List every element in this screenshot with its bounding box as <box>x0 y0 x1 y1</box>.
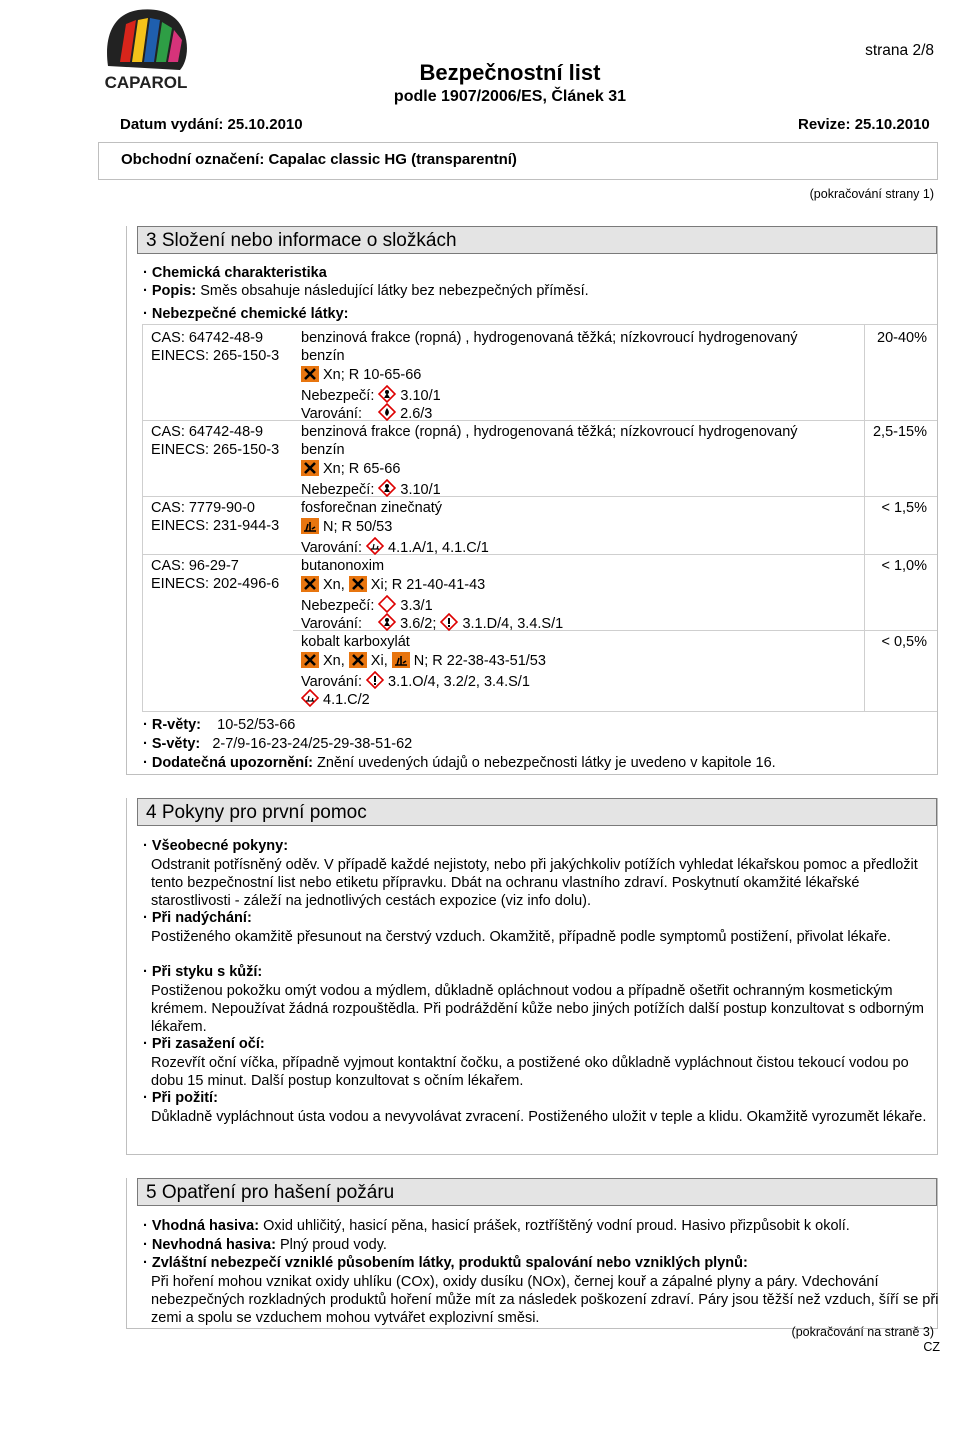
s-phrases-line <box>143 736 412 752</box>
danger-line <box>301 385 441 404</box>
row-divider <box>143 496 937 497</box>
issue-date: Datum vydání: 25.10.2010 <box>120 116 303 133</box>
warning-label: Varování: <box>301 674 362 690</box>
classification-text-c: N; R 22-38-43-51/53 <box>413 653 546 669</box>
cas-number: CAS: 64742-48-9 <box>151 330 264 346</box>
xn-hazard-icon <box>301 366 319 382</box>
xi-hazard-icon <box>349 576 367 592</box>
suitable-media-line <box>143 1218 850 1234</box>
row-divider <box>143 420 937 421</box>
classification <box>301 460 400 477</box>
ghs-health-hazard-icon <box>378 385 396 403</box>
xn-hazard-icon <box>301 652 319 668</box>
warning-line <box>301 537 489 556</box>
einecs-number: EINECS: 265-150-3 <box>151 348 280 364</box>
section-4 <box>126 798 938 1155</box>
unsuitable-media-text: Plný proud vody. <box>279 1237 387 1253</box>
danger-label: Nebezpečí: <box>301 482 375 498</box>
xi-hazard-icon <box>349 652 367 668</box>
s-phrases-label: · S-věty: <box>143 736 201 752</box>
warning-label: Varování: <box>301 540 362 556</box>
concentration: < 1,0% <box>881 558 927 574</box>
ingestion-text: Důkladně vypláchnout ústa vodou a nevyvolávat zvracení. Postiženého uložit v teple a klidu. Okamžitě vyrozumět lékaře. <box>151 1109 927 1125</box>
concentration: < 0,5% <box>881 634 927 650</box>
classification-text-a: Xn, <box>323 577 345 593</box>
suitable-media-text: Oxid uhličitý, hasicí pěna, hasicí prášek, roztříštěný vodní proud. Hasivo přizpůsobit k okolí. <box>263 1218 850 1234</box>
s-phrases-value: 2-7/9-16-23-24/25-29-38-51-62 <box>212 736 413 752</box>
xn-hazard-icon <box>301 576 319 592</box>
danger-line <box>301 479 441 498</box>
substance-name: butanonoxim <box>301 558 385 574</box>
warning-code-a: 3.6/2; <box>400 616 437 632</box>
warning-code: 2.6/3 <box>400 406 433 422</box>
cas-number: CAS: 7779-90-0 <box>151 500 255 516</box>
danger-label: Nebezpečí: <box>301 598 375 614</box>
concentration: 2,5-15% <box>872 424 927 440</box>
classification-text-b: Xi, <box>370 653 388 669</box>
cas-number: CAS: 64742-48-9 <box>151 424 264 440</box>
section-5 <box>126 1178 938 1329</box>
substance-name: fosforečnan zinečnatý <box>301 500 443 516</box>
document-subtitle: podle 1907/2006/ES, Článek 31 <box>393 88 627 105</box>
additional-notes-label: · Dodatečná upozornění: <box>143 755 313 771</box>
section-3-title: 3 Složení nebo informace o složkách <box>137 226 937 254</box>
warning-code: 4.1.A/1, 4.1.C/1 <box>388 540 489 556</box>
unsuitable-media-label: · Nevhodná hasiva: <box>143 1237 276 1253</box>
classification-text: Xn; R 65-66 <box>323 461 401 477</box>
r-phrases-value: 10-52/53-66 <box>217 717 296 733</box>
skin-contact-text: Postiženou pokožku omýt vodou a mýdlem, důkladně opláchnout vodou a případně ošetřit ochranným kosmetickým krémem. Nepoužívat žádná rozpouštědla. Při podráždění kůže nebo jiných potížích další postup konzultovat s odborným lékařem. <box>151 983 924 1035</box>
ghs-environment-icon <box>366 537 384 555</box>
concentration: < 1,5% <box>881 500 927 516</box>
ingestion-label: · Při požití: <box>143 1090 218 1106</box>
revision-date: Revize: 25.10.2010 <box>798 116 930 133</box>
warning-line <box>301 613 563 632</box>
einecs-number: EINECS: 202-496-6 <box>151 576 280 592</box>
special-hazards-text: Při hoření mohou vznikat oxidy uhlíku (COx), oxidy dusíku (NOx), černej kouř a zápalné plyny a páry. Vdechování nebezpečných rozkladných produktů hoření může mít za následek poškození zdraví. Páry jsou těžší než vzduch, šíří se při zemi a spolu se vzduchem mohou vytvářet explozivní směsi. <box>151 1274 939 1326</box>
description-line <box>143 283 589 299</box>
skin-contact-label: · Při styku s kůží: <box>143 964 263 980</box>
danger-code: 3.3/1 <box>400 598 433 614</box>
warning-label: Varování: <box>301 406 362 422</box>
substance-name: benzinová frakce (ropná) , hydrogenovaná těžká; nízkovroucí hydrogenovaný <box>301 330 798 346</box>
n-environment-icon <box>392 652 410 668</box>
classification-text-a: Xn, <box>323 653 345 669</box>
warning-line-cont <box>301 689 370 708</box>
caparol-logo <box>98 4 194 96</box>
classification-text: Xn; R 10-65-66 <box>323 367 422 383</box>
ghs-health-hazard-icon <box>378 479 396 497</box>
special-hazards-label: · Zvláštní nebezpečí vzniklé působením látky, produktů spalování nebo vzniklých plynů: <box>143 1255 748 1271</box>
ghs-health-hazard-icon <box>378 613 396 631</box>
n-environment-icon <box>301 518 319 534</box>
classification-text-b: Xi; R 21-40-41-43 <box>370 577 486 593</box>
classification <box>301 366 421 383</box>
ghs-environment-icon <box>301 689 319 707</box>
danger-code: 3.10/1 <box>400 388 441 404</box>
ghs-exclamation-icon <box>366 671 384 689</box>
warning-code-b: 3.1.D/4, 3.4.S/1 <box>462 616 564 632</box>
substance-name: kobalt karboxylát <box>301 634 410 650</box>
general-advice-text: Odstranit potřísněný oděv. V případě každé nejistoty, nebo při jakýchkoliv potížích vyhledat lékařskou pomoc a předložit tento bezpečnostní list nebo etiketu přípravku. Dbát na ochranu vlastního zdraví. Poskytnutí okamžité lékařské starostlivosti - záleží na jednotlivých cestách expozice (viz info dolu). <box>151 857 918 909</box>
warning-line <box>301 671 530 690</box>
general-advice-label: · Všeobecné pokyny: <box>143 838 289 854</box>
ghs-exclamation-icon <box>378 595 396 613</box>
classification <box>301 518 392 535</box>
continued-to: (pokračování na straně 3) <box>791 1325 934 1339</box>
danger-label: Nebezpečí: <box>301 388 375 404</box>
warning-code-cont: 4.1.C/2 <box>323 692 370 708</box>
xn-hazard-icon <box>301 460 319 476</box>
classification-text: N; R 50/53 <box>323 519 393 535</box>
page-number: strana 2/8 <box>865 42 934 59</box>
description-text: Směs obsahuje následující látky bez nebezpečných příměsí. <box>200 283 589 299</box>
r-phrases-line <box>143 717 295 733</box>
warning-label: Varování: <box>301 616 362 632</box>
substance-name: benzinová frakce (ropná) , hydrogenovaná těžká; nízkovroucí hydrogenovaný <box>301 424 798 440</box>
row-divider <box>143 554 937 555</box>
unsuitable-media-line <box>143 1237 387 1253</box>
suitable-media-label: · Vhodná hasiva: <box>143 1218 260 1234</box>
composition-table <box>142 324 937 712</box>
inhalation-text: Postiženého okamžitě přesunout na čerstvý vzduch. Okamžitě, případně podle symptomů postižení, přivolat lékaře. <box>151 929 891 945</box>
danger-line <box>301 595 433 614</box>
additional-notes-line <box>143 755 776 771</box>
description-label: · Popis: <box>143 283 197 299</box>
classification <box>301 576 485 593</box>
section-4-title: 4 Pokyny pro první pomoc <box>137 798 937 826</box>
trade-name: Obchodní označení: Capalac classic HG (transparentní) <box>121 151 517 168</box>
einecs-number: EINECS: 265-150-3 <box>151 442 280 458</box>
brand-name: CAPAROL <box>104 73 188 92</box>
cas-number: CAS: 96-29-7 <box>151 558 239 574</box>
substance-name-cont: benzín <box>301 348 345 364</box>
language-code: CZ <box>923 1340 940 1354</box>
einecs-number: EINECS: 231-944-3 <box>151 518 280 534</box>
r-phrases-label: · R-věty: <box>143 717 202 733</box>
chemical-characteristics-label: · Chemická charakteristika <box>143 265 327 281</box>
concentration: 20-40% <box>877 330 927 346</box>
additional-notes-text: Znění uvedených údajů o nebezpečnosti látky je uvedeno v kapitole 16. <box>317 755 776 771</box>
percentage-column <box>864 325 937 711</box>
hazardous-substances-label: · Nebezpečné chemické látky: <box>143 306 349 322</box>
eye-contact-text: Rozevřít oční víčka, případně vyjmout kontaktní čočku, a postižené oko důkladně vypláchnout čistou tekoucí vodou po dobu 15 minut. Další postup konzultovat s očním lékařem. <box>151 1055 909 1089</box>
substance-name-cont: benzín <box>301 442 345 458</box>
ghs-flame-icon <box>378 403 396 421</box>
classification <box>301 652 546 669</box>
caparol-elephant-logo-icon <box>98 4 194 96</box>
inhalation-label: · Při nadýchání: <box>143 910 252 926</box>
trade-name-box <box>98 142 938 180</box>
eye-contact-label: · Při zasažení očí: <box>143 1036 265 1052</box>
warning-line <box>301 403 432 422</box>
ghs-exclamation-icon <box>440 613 458 631</box>
continued-from: (pokračování strany 1) <box>809 187 934 201</box>
section-5-title: 5 Opatření pro hašení požáru <box>137 1178 937 1206</box>
warning-code: 3.1.O/4, 3.2/2, 3.4.S/1 <box>388 674 530 690</box>
document-title: Bezpečnostní list <box>419 60 601 85</box>
danger-code: 3.10/1 <box>400 482 441 498</box>
